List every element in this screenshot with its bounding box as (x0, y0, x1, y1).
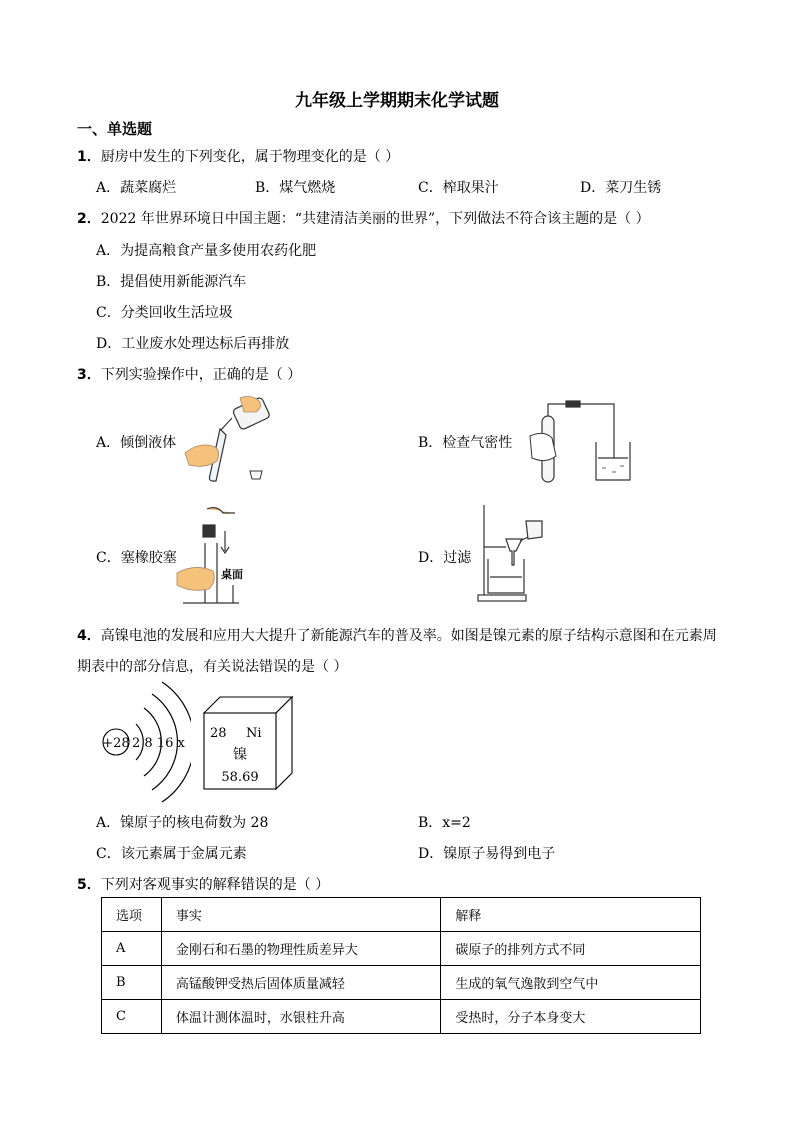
table-header-cell: 解释 (441, 898, 701, 932)
periodic-table-cell (200, 693, 296, 793)
element-name: 镍 (233, 747, 247, 763)
electron-shells: 2 8 16 x (132, 736, 185, 751)
pouring-liquid-illustration (180, 393, 275, 488)
question-number: 4． (77, 628, 101, 644)
element-symbol: Ni (246, 726, 262, 741)
desk-label: 桌面 (221, 568, 243, 581)
question-1 (77, 146, 399, 166)
question-number: 3． (77, 367, 101, 383)
atomic-mass: 58.69 (221, 770, 259, 785)
table-cell: 金刚石和石墨的物理性质差异大 (161, 932, 441, 966)
q4-option-b: B．x=2 (418, 815, 471, 831)
q4-option-d: D．镍原子易得到电子 (418, 846, 556, 862)
question-4-continued: 期表中的部分信息，有关说法错误的是（ ） (77, 659, 348, 675)
table-cell: 体温计测体温时，水银柱升高 (161, 1000, 441, 1034)
q2-option-d: D．工业废水处理达标后再排放 (96, 336, 290, 352)
q1-option-d: D．菜刀生锈 (580, 180, 662, 196)
filtration-illustration (476, 503, 556, 603)
table-cell: C (102, 1000, 162, 1034)
question-number: 5． (77, 877, 101, 893)
table-cell: 碳原子的排列方式不同 (441, 932, 701, 966)
q2-option-c: C．分类回收生活垃圾 (96, 305, 233, 321)
nucleus-charge: +28 (102, 736, 130, 751)
q3-option-b: B．检查气密性 (418, 435, 513, 451)
question-number: 1． (77, 149, 101, 165)
question-stem: 下列实验操作中，正确的是（ ） (100, 367, 302, 383)
q4-option-c: C．该元素属于金属元素 (96, 846, 247, 862)
rubber-stopper-illustration (175, 503, 255, 608)
table-cell: B (102, 966, 162, 1000)
table-cell: 高锰酸钾受热后固体质量减轻 (161, 966, 441, 1000)
q2-option-b: B．提倡使用新能源汽车 (96, 274, 247, 290)
table-header-row (102, 898, 701, 932)
table-row (102, 932, 701, 966)
q3-option-c: C．塞橡胶塞 (96, 550, 177, 566)
atom-structure-diagram (96, 678, 191, 806)
q3-option-d: D．过滤 (418, 550, 472, 566)
q1-option-a: A．蔬菜腐烂 (96, 180, 177, 196)
question-5 (77, 874, 329, 894)
q3-option-a: A．倾倒液体 (96, 435, 177, 451)
facts-table (101, 897, 701, 1034)
question-number: 2． (77, 211, 101, 227)
q2-option-a: A．为提高粮食产量多使用农药化肥 (96, 243, 317, 259)
question-2 (77, 208, 650, 228)
table-cell: 受热时，分子本身变大 (441, 1000, 701, 1034)
question-stem: 高镍电池的发展和应用大大提升了新能源汽车的普及率。如图是镍元素的原子结构示意图和在元素周 (100, 628, 717, 644)
table-header-cell: 事实 (161, 898, 441, 932)
q4-option-a: A．镍原子的核电荷数为 28 (96, 815, 269, 831)
table-header-cell: 选项 (102, 898, 162, 932)
table-cell: 生成的氧气逸散到空气中 (441, 966, 701, 1000)
question-4 (77, 625, 717, 645)
question-3 (77, 364, 301, 384)
atomic-number: 28 (210, 726, 227, 741)
table-row (102, 1000, 701, 1034)
section-heading: 一、单选题 (77, 120, 153, 138)
q1-option-c: C．榨取果汁 (418, 180, 499, 196)
table-cell: A (102, 932, 162, 966)
page-title: 九年级上学期期末化学试题 (295, 91, 499, 111)
airtightness-check-illustration (522, 398, 637, 488)
table-row (102, 966, 701, 1000)
question-stem: 下列对客观事实的解释错误的是（ ） (100, 877, 330, 893)
question-stem: 2022 年世界环境日中国主题：“共建清洁美丽的世界”，下列做法不符合该主题的是（ ） (100, 211, 650, 227)
q1-option-b: B．煤气燃烧 (255, 180, 336, 196)
question-stem: 厨房中发生的下列变化，属于物理变化的是（ ） (100, 149, 400, 165)
